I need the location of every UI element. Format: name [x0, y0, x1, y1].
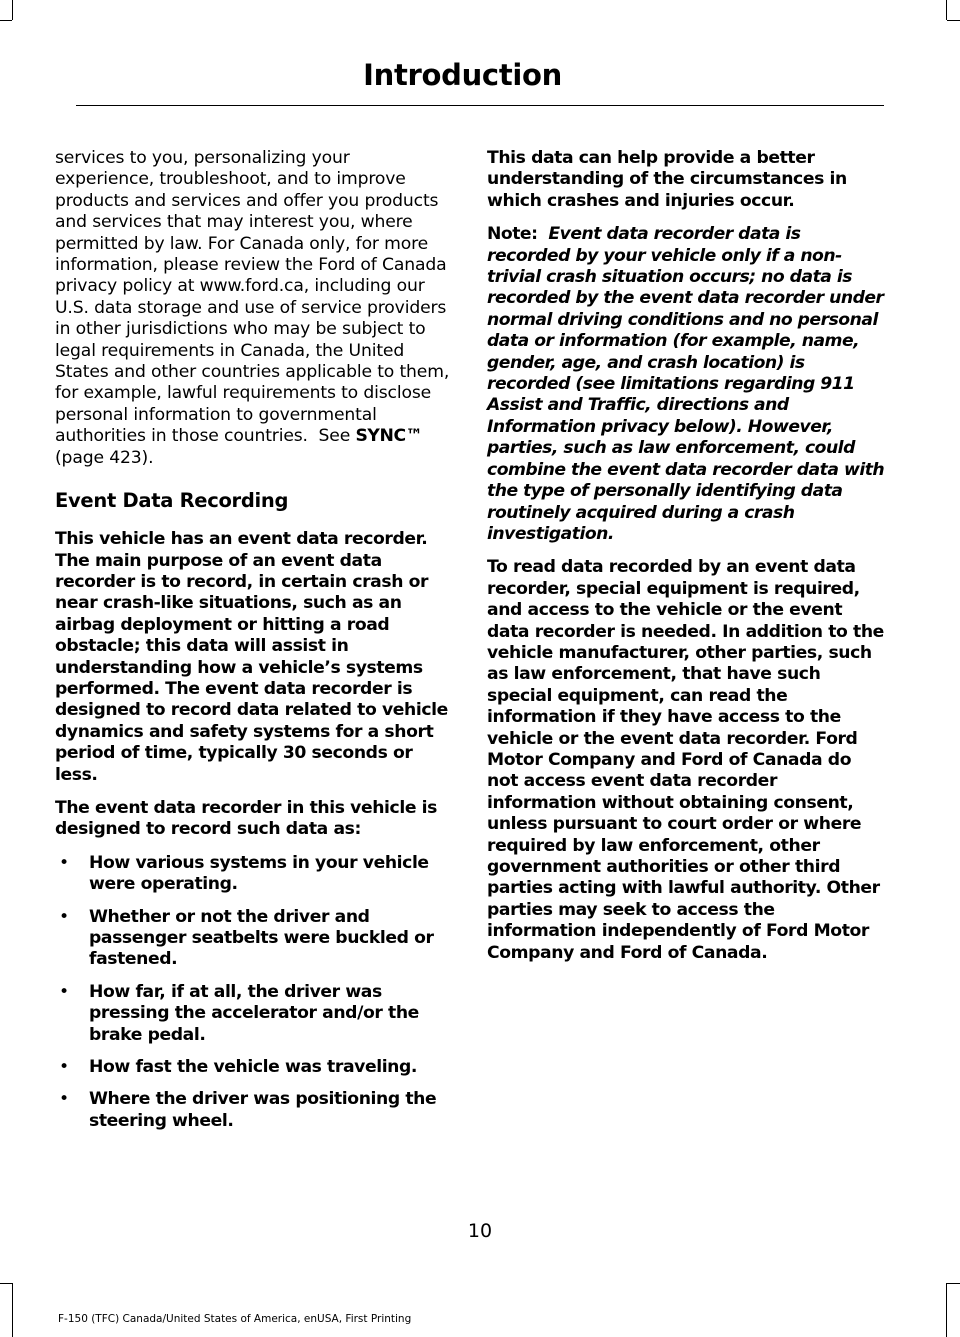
sync-link[interactable]: SYNC™: [355, 426, 423, 447]
list-item: [55, 853, 450, 896]
left-column: [55, 148, 450, 1143]
page-number: 10: [467, 1220, 493, 1242]
right-column: [487, 148, 885, 976]
access-paragraph: To read data recorded by an event data recorder, special equipment is required, and access to the vehicle or the event data recorder is needed. In addition to the vehicle manufacturer, other parties, such as law enforcement, that have such special equipment, can read the information if they have access to the vehicle or the event data recorder. Ford Motor Company and Ford of Canada do not access event data recorder information without obtaining consent, unless pursuant to court order or where required by law enforcement, other government authorities or other third parties acting with lawful authority. Other parties may seek to access the information independently of Ford Motor Company and Ford of Canada.: [487, 557, 884, 963]
page-reference: (page 423).: [55, 447, 154, 468]
bullet-icon: •: [59, 1057, 69, 1078]
page-title: Introduction: [363, 58, 562, 92]
bullet-icon: •: [59, 906, 69, 927]
crop-mark: [947, 1283, 960, 1284]
crop-mark: [946, 0, 947, 20]
list-item: [55, 1089, 450, 1132]
crop-mark: [12, 1283, 13, 1337]
crop-mark: [0, 1283, 12, 1284]
list-item: [55, 982, 450, 1046]
recorded-data-list: [55, 853, 450, 1132]
crop-mark: [0, 20, 12, 21]
list-item-text: Where the driver was positioning the steering wheel.: [89, 1089, 437, 1131]
header-rule: [76, 105, 884, 106]
list-item-text: How various systems in your vehicle were operating.: [89, 852, 429, 895]
understanding-paragraph: This data can help provide a better understanding of the circumstances in which crashes and injuries occur.: [487, 148, 847, 211]
note-label: Note:: [487, 224, 538, 245]
see-prefix: See: [318, 426, 351, 447]
crop-mark: [12, 0, 13, 20]
note-paragraph: [487, 224, 885, 545]
bullet-icon: •: [59, 981, 69, 1002]
note-text: Event data recorder data is recorded by your vehicle only if a non-trivial crash situation occurs; no data is recorded by the event data recorder under normal driving conditions and no personal data or information (for example, name, gender, age, and crash location) is recorded (see limitations regarding 911 Assist and Traffic, directions and Information privacy below). However, parties, such as law enforcement, could combine the event data recorder data with the type of personally identifying data routinely acquired during a crash investigation.: [487, 224, 885, 544]
list-item-text: How fast the vehicle was traveling.: [89, 1057, 418, 1078]
list-item: [55, 907, 450, 971]
section-heading: Event Data Recording: [55, 489, 289, 513]
intro-text: services to you, personalizing your experience, troubleshoot, and to improve products and services and offer you products and services that may interest you, where permitted by law. For Canada only, for more information, please review the Ford of Canada privacy policy at www.ford.ca, including our U.S. data storage and use of service providers in other jurisdictions who may be subject to legal requirements in Canada, the United States and other countries applicable to them, for example, lawful requirements to disclose personal information to governmental authorities in those countries.: [55, 148, 450, 447]
bullet-icon: •: [59, 852, 69, 873]
crop-mark: [946, 1283, 947, 1337]
list-item-text: Whether or not the driver and passenger seatbelts were buckled or fastened.: [89, 906, 434, 970]
list-item-text: How far, if at all, the driver was pressing the accelerator and/or the brake pedal.: [89, 981, 419, 1045]
intro-paragraph: [55, 148, 450, 469]
bullet-icon: •: [59, 1089, 69, 1110]
crop-mark: [947, 20, 960, 21]
list-item: [55, 1057, 450, 1078]
list-intro: The event data recorder in this vehicle is designed to record such data as:: [55, 797, 437, 840]
edr-paragraph: This vehicle has an event data recorder. The main purpose of an event data recorder is to record, in certain crash or near crash-like situations, such as an airbag deployment or hitting a road obstacle; this data will assist in understanding how a vehicle’s systems performed. The event data recorder is designed to record data related to vehicle dynamics and safety systems for a short period of time, typically 30 seconds or less.: [55, 529, 448, 785]
edition-footer: F-150 (TFC) Canada/United States of America, enUSA, First Printing: [58, 1313, 412, 1325]
